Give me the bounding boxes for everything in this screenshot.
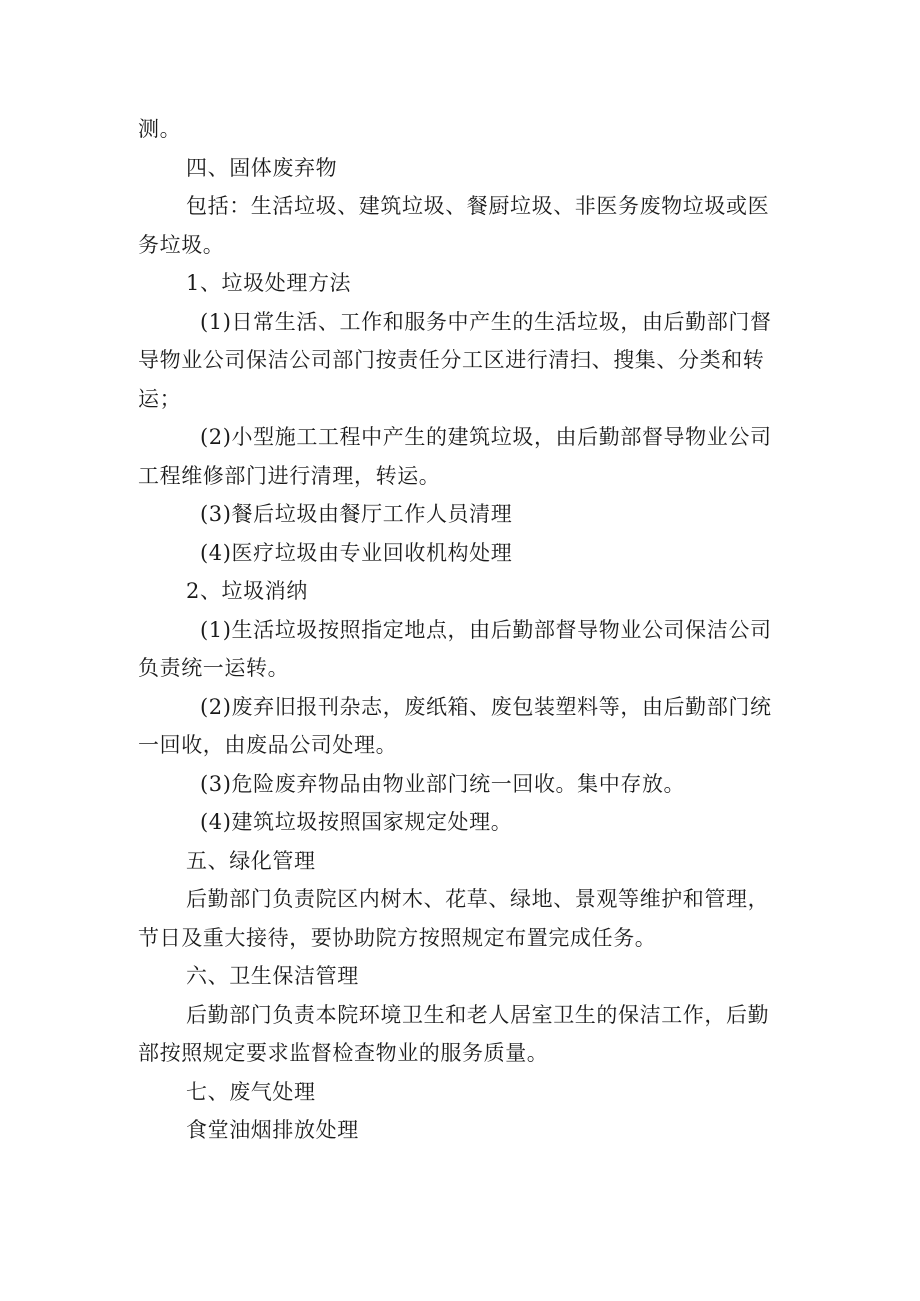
list-item-disposal-1: (1)生活垃圾按照指定地点，由后勤部督导物业公司保洁公司负责统一运转。 [138,617,772,680]
list-item-disposal-2: (2)废弃旧报刊杂志，废纸箱、废包装塑料等，由后勤部门统一回收，由废品公司处理。 [138,694,772,757]
paragraph-exhaust: 食堂油烟排放处理 [186,1118,359,1142]
paragraph-greening: 后勤部门负责院区内树木、花草、绿地、景观等维护和管理，节日及重大接待，要协助院方按照规定布置完成任务。 [138,887,770,950]
list-item-disposal-4: (4)建筑垃圾按照国家规定处理。 [200,810,513,834]
paragraph-solid-waste-scope: 包括：生活垃圾、建筑垃圾、餐厨垃圾、非医务废物垃圾或医务垃圾。 [138,194,770,257]
document-body [138,110,788,1150]
list-item-treatment-4: (4)医疗垃圾由专业回收机构处理 [200,540,513,565]
subheading-waste-disposal: 2、垃圾消纳 [186,579,308,603]
section-heading-cleaning: 六、卫生保洁管理 [186,964,359,988]
section-heading-exhaust: 七、废气处理 [186,1079,316,1104]
subheading-waste-treatment: 1、垃圾处理方法 [186,271,352,295]
list-item-treatment-3: (3)餐后垃圾由餐厅工作人员清理 [200,502,513,526]
list-item-disposal-3: (3)危险废弃物品由物业部门统一回收。集中存放。 [200,771,686,796]
list-item-treatment-2: (2)小型施工工程中产生的建筑垃圾，由后勤部督导物业公司工程维修部门进行清理，转运。 [138,425,772,488]
section-heading-solid-waste: 四、固体废弃物 [186,155,338,180]
paragraph-continuation: 测。 [138,117,182,141]
paragraph-cleaning: 后勤部门负责本院环境卫生和老人居室卫生的保洁工作，后勤部按照规定要求监督检查物业的服务质量。 [138,1002,770,1065]
list-item-treatment-1: (1)日常生活、工作和服务中产生的生活垃圾，由后勤部门督导物业公司保洁公司部门按责任分工区进行清扫、搜集、分类和转运； [138,309,772,411]
section-heading-greening: 五、绿化管理 [186,848,316,873]
